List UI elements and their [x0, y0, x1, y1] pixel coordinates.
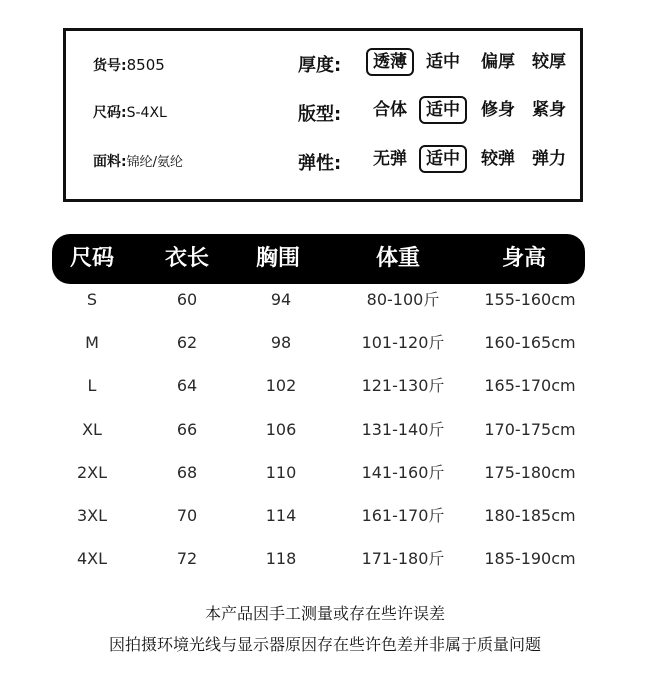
thickness-option-medium: 适中 — [426, 52, 460, 72]
cell-chest: 106 — [265, 420, 297, 439]
note-measurement: 本产品因手工测量或存在些许误差 — [204, 604, 445, 623]
cell-size: 3XL — [76, 506, 108, 525]
cell-weight: 141-160斤 — [361, 463, 445, 482]
elasticity-label: 弹性: — [298, 153, 342, 174]
header-weight: 体重 — [375, 246, 420, 271]
cell-size: S — [86, 290, 98, 309]
fabric-value: 锦纶/氨纶 — [126, 155, 183, 170]
cell-chest: 102 — [265, 376, 297, 395]
cell-height: 185-190cm — [484, 549, 576, 568]
fabric-label: 面料: — [93, 154, 127, 170]
size-table-header — [52, 234, 585, 284]
cell-height: 155-160cm — [484, 290, 576, 309]
elasticity-option-stretchy: 较弹 — [481, 149, 515, 169]
cell-height: 180-185cm — [484, 506, 576, 525]
cell-height: 165-170cm — [484, 376, 576, 395]
cell-size: M — [85, 333, 99, 352]
fit-option-slim: 修身 — [481, 100, 515, 120]
cell-chest: 94 — [270, 290, 292, 309]
cell-length: 62 — [176, 333, 198, 352]
size-range — [93, 102, 167, 122]
elasticity-option-medium: 适中 — [419, 145, 467, 173]
cell-weight: 121-130斤 — [361, 376, 445, 395]
cell-chest: 110 — [265, 463, 297, 482]
product-code — [93, 55, 165, 75]
elasticity-option-elastic: 弹力 — [532, 149, 566, 169]
product-code-value: 8505 — [126, 56, 165, 74]
cell-weight: 80-100斤 — [366, 290, 440, 309]
thickness-label: 厚度: — [298, 55, 342, 76]
cell-length: 72 — [176, 549, 198, 568]
size-range-value: S-4XL — [126, 105, 167, 121]
size-range-label: 尺码: — [93, 105, 127, 121]
note-color: 因拍摄环境光线与显示器原因存在些许色差并非属于质量问题 — [108, 635, 541, 654]
cell-size: XL — [82, 420, 102, 439]
cell-size: 4XL — [76, 549, 108, 568]
cell-chest: 114 — [265, 506, 297, 525]
elasticity-option-none: 无弹 — [373, 149, 407, 169]
cell-height: 175-180cm — [484, 463, 576, 482]
header-size: 尺码 — [69, 246, 114, 271]
cell-chest: 98 — [270, 333, 292, 352]
thickness-option-thickish: 偏厚 — [481, 52, 515, 72]
product-code-label: 货号: — [93, 58, 127, 74]
header-chest: 胸围 — [255, 246, 300, 271]
cell-length: 60 — [176, 290, 198, 309]
cell-weight: 161-170斤 — [361, 506, 445, 525]
header-length: 衣长 — [164, 246, 209, 271]
cell-size: 2XL — [76, 463, 108, 482]
fit-option-regular: 合体 — [373, 100, 407, 120]
cell-length: 70 — [176, 506, 198, 525]
cell-chest: 118 — [265, 549, 297, 568]
cell-length: 68 — [176, 463, 198, 482]
cell-weight: 131-140斤 — [361, 420, 445, 439]
cell-length: 64 — [176, 376, 198, 395]
cell-size: L — [87, 376, 97, 395]
cell-weight: 171-180斤 — [361, 549, 445, 568]
header-height: 身高 — [501, 246, 546, 271]
fit-option-medium: 适中 — [419, 96, 467, 124]
fabric — [93, 151, 183, 171]
thickness-option-thick: 较厚 — [532, 52, 566, 72]
cell-height: 170-175cm — [484, 420, 576, 439]
thickness-option-thin: 透薄 — [366, 48, 414, 76]
cell-length: 66 — [176, 420, 198, 439]
fit-option-tight: 紧身 — [532, 100, 566, 120]
fit-label: 版型: — [298, 104, 342, 125]
cell-height: 160-165cm — [484, 333, 576, 352]
cell-weight: 101-120斤 — [361, 333, 445, 352]
